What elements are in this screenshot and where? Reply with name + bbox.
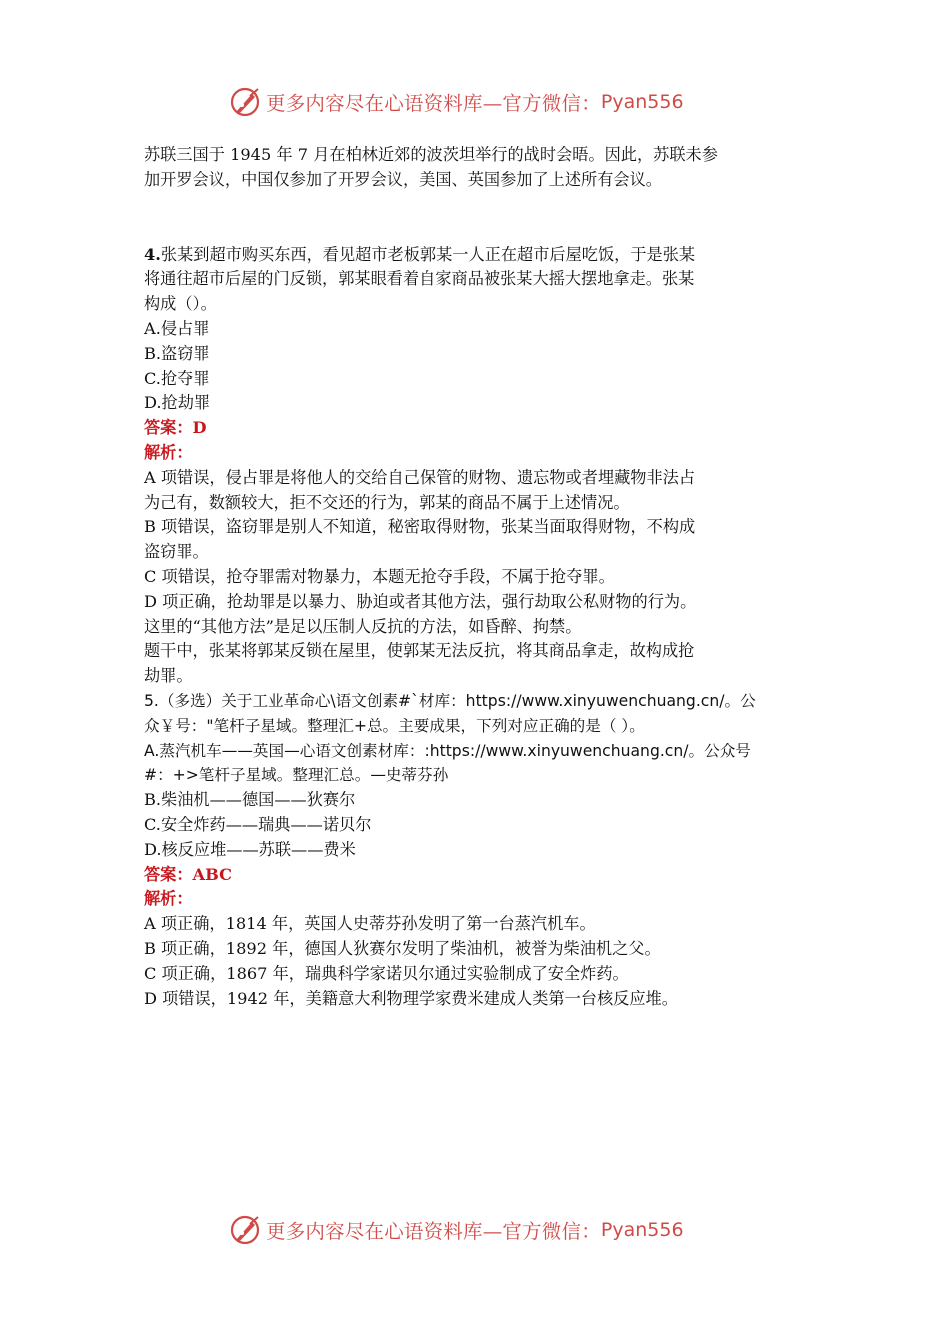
header-banner [228, 82, 728, 122]
q5-option-d: D.核反应堆——苏联——费米 [144, 839, 356, 859]
q5-option-a-cont: #：+>笔杆子星域。整理汇总。—史蒂芬孙 [144, 766, 449, 785]
q4-answer: 答案：D [144, 418, 207, 438]
banner-text: 更多内容尽在心语资料库—官方微信： [266, 92, 601, 115]
quill-logo-icon [228, 85, 262, 119]
q5-analysis-label: 解析： [144, 889, 193, 909]
q4-analysis-line: 这里的“其他方法”是足以压制人反抗的方法，如昏醉、拘禁。 [144, 616, 582, 636]
q4-stem-line: 构成（）。 [144, 294, 217, 314]
q4-option-b: B.盗窃罪 [144, 343, 210, 363]
footer-banner [228, 1210, 728, 1250]
q4-analysis-line: A 项错误，侵占罪是将他人的交给自己保管的财物、遗忘物或者埋藏物非法占 [144, 467, 696, 487]
q4-analysis-line: 为己有，数额较大，拒不交还的行为，郭某的商品不属于上述情况。 [144, 492, 630, 512]
q4-analysis-line: C 项错误，抢夺罪需对物暴力，本题无抢夺手段，不属于抢夺罪。 [144, 566, 615, 586]
q4-analysis-line: D 项正确，抢劫罪是以暴力、胁迫或者其他方法，强行劫取公私财物的行为。 [144, 591, 697, 611]
q4-analysis-line: 劫罪。 [144, 666, 193, 686]
q4-option-c: C.抢夺罪 [144, 368, 210, 388]
q5-analysis-line: B 项正确，1892 年，德国人狄赛尔发明了柴油机，被誉为柴油机之父。 [144, 938, 661, 958]
q4-stem-line: 将通往超市后屋的门反锁，郭某眼看着自家商品被张某大摇大摆地拿走。张某 [144, 269, 695, 289]
q5-stem-line: 5.（多选）关于工业革命心\语文创素#`材库：https://www.xinyuwenchuang.cn/。公 [144, 691, 756, 710]
q4-stem-line [144, 243, 806, 268]
q4-stem-text: 张某到超市购买东西，看见超市老板郭某一人正在超市后屋吃饭，于是张某 [160, 244, 696, 264]
q5-answer: 答案：ABC [144, 864, 232, 884]
q4-option-d: D.抢劫罪 [144, 393, 211, 413]
q4-analysis-label: 解析： [144, 442, 193, 462]
banner-text: 更多内容尽在心语资料库—官方微信： [266, 1220, 601, 1243]
document-body [144, 143, 806, 1011]
intro-line: 加开罗会议，中国仅参加了开罗会议，美国、英国参加了上述所有会议。 [144, 169, 662, 189]
q4-analysis-line: 题干中，张某将郭某反锁在屋里，使郭某无法反抗，将其商品拿走，故构成抢 [144, 641, 695, 661]
q5-analysis-line: D 项错误，1942 年，美籍意大利物理学家费米建成人类第一台核反应堆。 [144, 988, 678, 1008]
q4-analysis-line: 盗窃罪。 [144, 542, 209, 562]
q4-option-a: A.侵占罪 [144, 318, 210, 338]
q5-option-c: C.安全炸药——瑞典——诺贝尔 [144, 814, 372, 834]
q4-number: 4. [144, 244, 161, 264]
q5-analysis-line: C 项正确，1867 年，瑞典科学家诺贝尔通过实验制成了安全炸药。 [144, 963, 629, 983]
q4-analysis-line: B 项错误，盗窃罪是别人不知道，秘密取得财物，张某当面取得财物，不构成 [144, 517, 696, 537]
intro-line: 苏联三国于 1945 年 7 月在柏林近郊的波茨坦举行的战时会晤。因此，苏联未参 [144, 145, 718, 164]
q5-stem-line: 众￥号："笔杆子星域。整理汇+总。主要成果，下列对应正确的是（ ）。 [144, 716, 645, 735]
banner-wechat-id: Pyan556 [600, 91, 684, 113]
banner-wechat-id: Pyan556 [600, 1219, 684, 1241]
q5-option-b: B.柴油机——德国——狄赛尔 [144, 790, 356, 810]
q5-option-a: A.蒸汽机车——英国—心语文创素材库：:https://www.xinyuwenchuang.cn/。公众号 [144, 741, 751, 760]
quill-logo-icon [228, 1213, 262, 1247]
q5-analysis-line: A 项正确，1814 年，英国人史蒂芬孙发明了第一台蒸汽机车。 [144, 914, 596, 934]
